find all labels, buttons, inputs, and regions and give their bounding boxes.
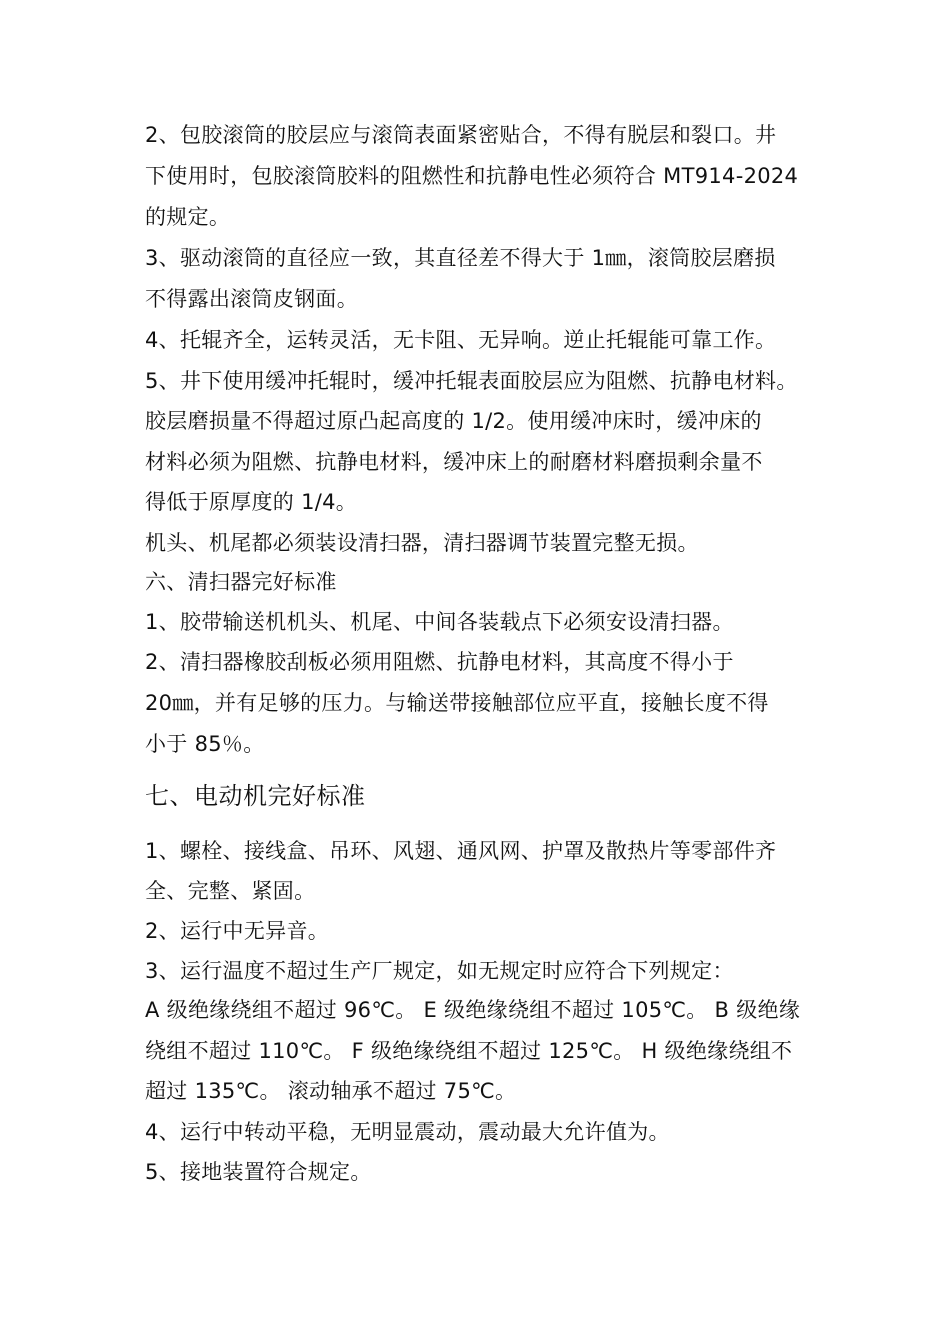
text-line: 胶层磨损量不得超过原凸起高度的 1/2。使用缓冲床时，缓冲床的 [145,409,762,433]
text-line: 2、清扫器橡胶刮板必须用阻燃、抗静电材料，其高度不得小于 [145,650,734,674]
text-line: 3、驱动滚筒的直径应一致，其直径差不得大于 1㎜，滚筒胶层磨损 [145,246,776,270]
text-line: 1、螺栓、接线盒、吊环、风翅、通风网、护罩及散热片等零部件齐 [145,839,777,863]
text-line: 超过 135℃。 滚动轴承不超过 75℃。 [145,1079,517,1103]
text-line: 绕组不超过 110℃。 F 级绝缘绕组不超过 125℃。 H 级绝缘绕组不 [145,1039,793,1063]
text-line: 4、托辊齐全，运转灵活，无卡阻、无异响。逆止托辊能可靠工作。 [145,328,777,352]
section-heading-7: 七、电动机完好标准 [145,782,366,810]
text-line: 5、接地装置符合规定。 [145,1160,372,1184]
text-line: 小于 85％。 [145,732,265,756]
text-line: 不得露出滚筒皮钢面。 [145,287,358,311]
text-line: A 级绝缘绕组不超过 96℃。 E 级绝缘绕组不超过 105℃。 B 级绝缘 [145,998,801,1022]
text-line: 材料必须为阻燃、抗静电材料，缓冲床上的耐磨材料磨损剩余量不 [145,450,763,474]
text-line: 全、完整、紧固。 [145,879,316,903]
text-line: 5、井下使用缓冲托辊时，缓冲托辊表面胶层应为阻燃、抗静电材料。 [145,369,798,393]
text-line: 的规定。 [145,205,231,229]
text-line: 得低于原厚度的 1/4。 [145,490,358,514]
text-line: 2、运行中无异音。 [145,919,330,943]
text-line: 4、运行中转动平稳，无明显震动，震动最大允许值为。 [145,1120,670,1144]
section-heading-6: 六、清扫器完好标准 [145,570,337,594]
text-line: 机头、机尾都必须装设清扫器，清扫器调节装置完整无损。 [145,531,699,555]
text-line: 下使用时，包胶滚筒胶料的阻燃性和抗静电性必须符合 MT914-2024 [145,164,799,188]
text-line: 20㎜，并有足够的压力。与输送带接触部位应平直，接触长度不得 [145,691,769,715]
text-line: 2、包胶滚筒的胶层应与滚筒表面紧密贴合，不得有脱层和裂口。井 [145,123,777,147]
text-line: 1、胶带输送机机头、机尾、中间各装载点下必须安设清扫器。 [145,610,734,634]
text-line: 3、运行温度不超过生产厂规定，如无规定时应符合下列规定： [145,959,734,983]
